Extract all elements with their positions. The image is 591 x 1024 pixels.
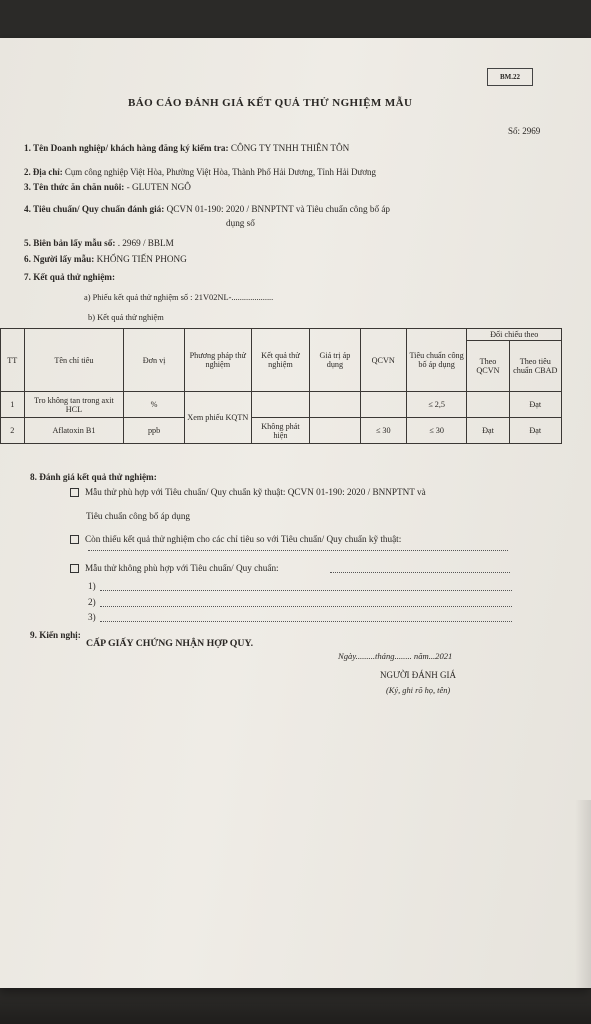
results-table	[0, 328, 562, 444]
field-4-value: QCVN 01-190: 2020 / BNNPTNT và Tiêu chuẩn công bố áp	[166, 204, 391, 214]
header-method: Phương pháp thử nghiệm	[184, 329, 251, 392]
field-7b: b) Kết quả thử nghiệm	[88, 313, 164, 322]
dotted-line	[88, 550, 508, 551]
dotted-line	[330, 572, 510, 573]
section-8-option-1-cont: Tiêu chuẩn công bố áp dụng	[86, 511, 191, 521]
field-3-label: 3. Tên thức ăn chăn nuôi:	[24, 182, 125, 192]
field-1	[24, 143, 349, 153]
document-title: BÁO CÁO ĐÁNH GIÁ KẾT QUẢ THỬ NGHIỆM MẪU	[128, 97, 413, 109]
item-2: 2)	[88, 597, 96, 607]
cell-by-cbad: Đạt	[509, 418, 561, 444]
cell-result: Không phát hiện	[251, 418, 310, 444]
cell-unit: %	[124, 392, 185, 418]
checkbox-nonconform[interactable]	[70, 564, 79, 573]
paper-shadow	[575, 800, 591, 990]
cell-by-qcvn: Đạt	[467, 418, 509, 444]
field-7-label: 7. Kết quả thử nghiệm:	[24, 272, 116, 282]
cell-name: Aflatoxin B1	[24, 418, 124, 444]
cell-qcvn	[360, 392, 406, 418]
field-4-continued: dụng số	[226, 218, 255, 228]
recommendation: CẤP GIẤY CHỨNG NHẬN HỢP QUY.	[86, 638, 254, 649]
header-by-cbad: Theo tiêu chuẩn CBAD	[509, 341, 561, 392]
header-tt: TT	[1, 329, 25, 392]
field-3-value: - GLUTEN NGÔ	[126, 182, 191, 192]
cell-method: Xem phiếu KQTN	[184, 392, 251, 444]
cell-tt: 2	[1, 418, 25, 444]
header-standard: Tiêu chuẩn công bố áp dụng	[406, 329, 467, 392]
checkbox-conform[interactable]	[70, 488, 79, 497]
field-2-label: 2. Địa chỉ:	[24, 167, 63, 177]
section-9-label: 9. Kiến nghị:	[30, 630, 81, 640]
field-5	[24, 238, 174, 248]
cell-name: Tro không tan trong axit HCL	[24, 392, 124, 418]
header-name: Tên chỉ tiêu	[24, 329, 124, 392]
signature-date: Ngày.........tháng........ năm...2021	[338, 651, 453, 661]
field-6-label: 6. Người lấy mẫu:	[24, 254, 95, 264]
cell-standard: ≤ 30	[406, 418, 467, 444]
section-8-label: 8. Đánh giá kết quả thử nghiệm:	[30, 472, 157, 482]
field-4	[24, 204, 390, 214]
field-6-value: KHỔNG TIẾN PHONG	[96, 254, 187, 264]
cell-tt: 1	[1, 392, 25, 418]
cell-result	[251, 392, 310, 418]
section-8-option-2	[70, 534, 401, 544]
cell-standard: ≤ 2,5	[406, 392, 467, 418]
option-1-text: Mẫu thử phù hợp với Tiêu chuẩn/ Quy chuẩn kỹ thuật: QCVN 01-190: 2020 / BNNPTNT và	[85, 487, 426, 497]
field-5-value: . 2969 / BBLM	[117, 238, 174, 248]
checkbox-missing[interactable]	[70, 535, 79, 544]
table-row	[1, 392, 562, 418]
option-2-text: Còn thiếu kết quả thử nghiệm cho các chỉ tiêu so với Tiêu chuẩn/ Quy chuẩn kỹ thuật:	[85, 534, 402, 544]
field-5-label: 5. Biên bản lấy mẫu số:	[24, 238, 116, 248]
cell-unit: ppb	[124, 418, 185, 444]
cell-by-qcvn	[467, 392, 509, 418]
signature-note: (Ký, ghi rõ họ, tên)	[386, 686, 451, 695]
table-row	[1, 418, 562, 444]
header-applied: Giá trị áp dụng	[310, 329, 360, 392]
field-2-value: Cụm công nghiệp Việt Hòa, Phường Việt Hòa, Thành Phố Hải Dương, Tỉnh Hải Dương	[64, 167, 376, 177]
field-1-label: 1. Tên Doanh nghiệp/ khách hàng đăng ký kiểm tra:	[24, 143, 229, 153]
section-8-option-3	[70, 563, 279, 573]
field-2	[24, 167, 376, 177]
option-3-text: Mẫu thử không phù hợp với Tiêu chuẩn/ Quy chuẩn:	[85, 563, 279, 573]
field-7a: a) Phiếu kết quả thử nghiệm số : 21V02NL-....................	[84, 293, 274, 302]
header-by-qcvn: Theo QCVN	[467, 341, 509, 392]
field-6	[24, 254, 187, 264]
table-header-row	[1, 329, 562, 341]
cell-applied	[310, 392, 360, 418]
cell-qcvn: ≤ 30	[360, 418, 406, 444]
header-compare: Đối chiếu theo	[467, 329, 562, 341]
field-3	[24, 182, 191, 192]
dotted-line	[100, 606, 512, 607]
header-unit: Đơn vị	[124, 329, 185, 392]
field-4-label: 4. Tiêu chuẩn/ Quy chuẩn đánh giá:	[24, 204, 165, 214]
header-qcvn: QCVN	[360, 329, 406, 392]
field-1-value: CÔNG TY TNHH THIÊN TÔN	[230, 143, 350, 153]
dotted-line	[100, 590, 512, 591]
form-code-box: BM.22	[487, 68, 533, 86]
cell-applied	[310, 418, 360, 444]
signer-role: NGƯỜI ĐÁNH GIÁ	[380, 670, 456, 680]
cell-by-cbad: Đạt	[509, 392, 561, 418]
item-3: 3)	[88, 612, 96, 622]
dotted-line	[100, 621, 512, 622]
section-8-option-1	[70, 487, 426, 497]
item-1: 1)	[88, 581, 96, 591]
report-number: Số: 2969	[508, 126, 541, 136]
header-result: Kết quả thử nghiệm	[251, 329, 310, 392]
